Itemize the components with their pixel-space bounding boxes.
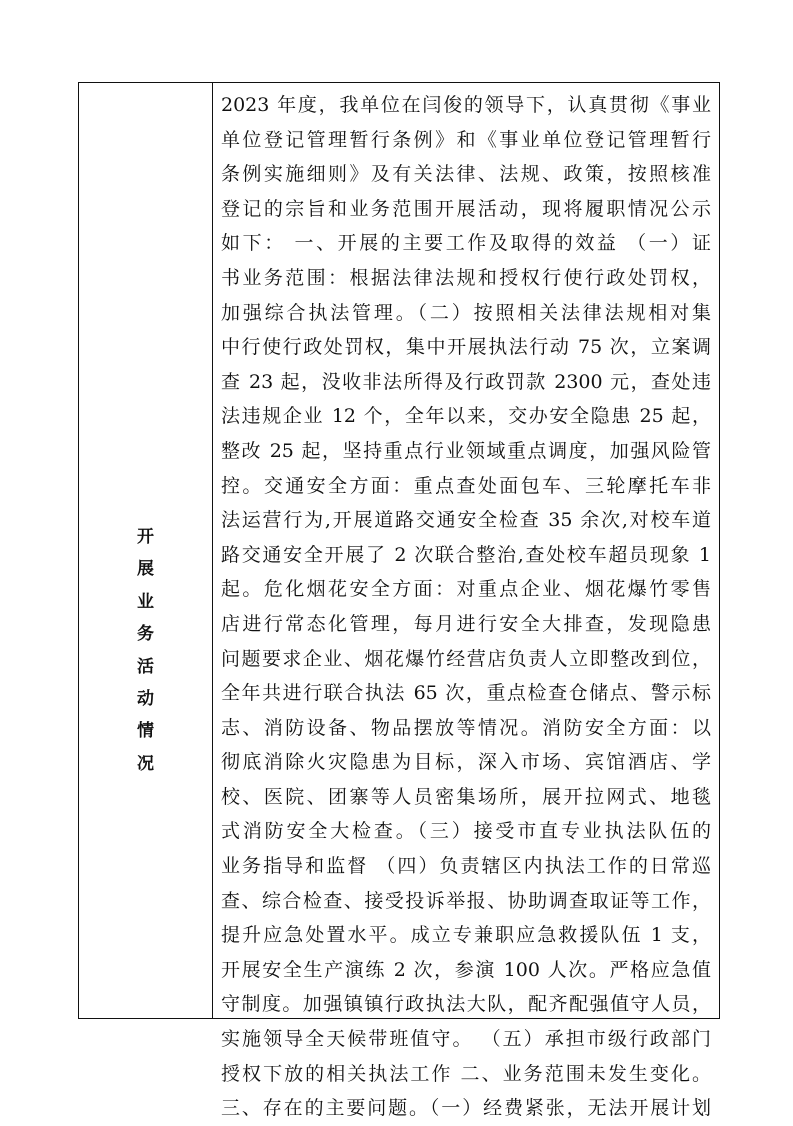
label-char: 动 — [137, 689, 154, 710]
content-line: 整改 25 起，坚持重点行业领域重点调度，加强风险管 — [221, 439, 711, 462]
label-column — [79, 83, 213, 1018]
content-line: 提升应急处置水平。成立专兼职应急救援队伍 1 支， — [221, 924, 711, 947]
content-line: 法违规企业 12 个，全年以来，交办安全隐患 25 起， — [221, 405, 711, 428]
label-char: 务 — [137, 624, 154, 645]
content-line: 中行使行政处罚权，集中开展执法行动 75 次，立案调 — [221, 336, 711, 359]
content-line: 条例实施细则》及有关法律、法规、政策，按照核准 — [221, 163, 711, 186]
content-line: 查 23 起，没收非法所得及行政罚款 2300 元，查处违 — [221, 370, 711, 393]
content-line: 守制度。加强镇镇行政执法大队，配齐配强值守人员， — [221, 993, 711, 1016]
content-line: 控。交通安全方面：重点查处面包车、三轮摩托车非 — [221, 474, 711, 497]
content-line: 问题要求企业、烟花爆竹经营店负责人立即整改到位， — [221, 647, 711, 670]
content-line: 2023 年度，我单位在闫俊的领导下，认真贯彻《事业 — [221, 94, 711, 116]
content-line: 实施领导全天候带班值守。 （五）承担市级行政部门 — [221, 1028, 711, 1051]
content-line: 志、消防设备、物品摆放等情况。消防安全方面：以 — [221, 716, 711, 739]
content-line: 授权下放的相关执法工作 二、业务范围未发生变化。 — [221, 1062, 711, 1085]
section-label-business-activities — [79, 521, 212, 780]
content-line: 法运营行为,开展道路交通安全检查 35 余次,对校车道 — [221, 509, 711, 532]
content-line: 登记的宗旨和业务范围开展活动，现将履职情况公示 — [221, 197, 711, 220]
label-char: 开 — [137, 527, 154, 547]
content-line: 业务指导和监督 （四）负责辖区内执法工作的日常巡 — [221, 855, 711, 878]
content-line: 查、综合检查、接受投诉举报、协助调查取证等工作， — [221, 889, 711, 912]
content-line: 彻底消除火灾隐患为目标，深入市场、宾馆酒店、学 — [221, 751, 711, 774]
content-line: 如下： 一、开展的主要工作及取得的效益 （一）证 — [221, 232, 711, 255]
label-char: 情 — [137, 721, 154, 742]
content-line: 起。危化烟花安全方面：对重点企业、烟花爆竹零售 — [221, 578, 711, 601]
content-line: 店进行常态化管理，每月进行安全大排查，发现隐患 — [221, 612, 711, 635]
content-line: 开展安全生产演练 2 次，参演 100 人次。严格应急值 — [221, 958, 711, 981]
content-line: 加强综合执法管理。（二）按照相关法律法规相对集 — [221, 301, 711, 324]
content-line: 全年共进行联合执法 65 次，重点检查仓储点、警示标 — [221, 682, 711, 705]
label-char: 展 — [137, 559, 154, 580]
content-line: 校、医院、团寨等人员密集场所，展开拉网式、地毯 — [221, 785, 711, 808]
label-char: 况 — [137, 753, 154, 774]
content-line: 单位登记管理暂行条例》和《事业单位登记管理暂行 — [221, 128, 711, 151]
content-line: 三、存在的主要问题。（一）经费紧张，无法开展计划 — [221, 1097, 711, 1120]
label-char: 活 — [137, 656, 154, 677]
activity-form-table — [78, 82, 720, 1120]
content-line: 书业务范围：根据法律法规和授权行使行政处罚权， — [221, 266, 711, 289]
content-line: 路交通安全开展了 2 次联合整治,查处校车超员现象 1 — [221, 543, 711, 566]
label-char: 业 — [137, 591, 154, 612]
activity-content — [213, 83, 719, 1120]
content-line: 式消防安全大检查。（三）接受市直专业执法队伍的 — [221, 820, 711, 843]
